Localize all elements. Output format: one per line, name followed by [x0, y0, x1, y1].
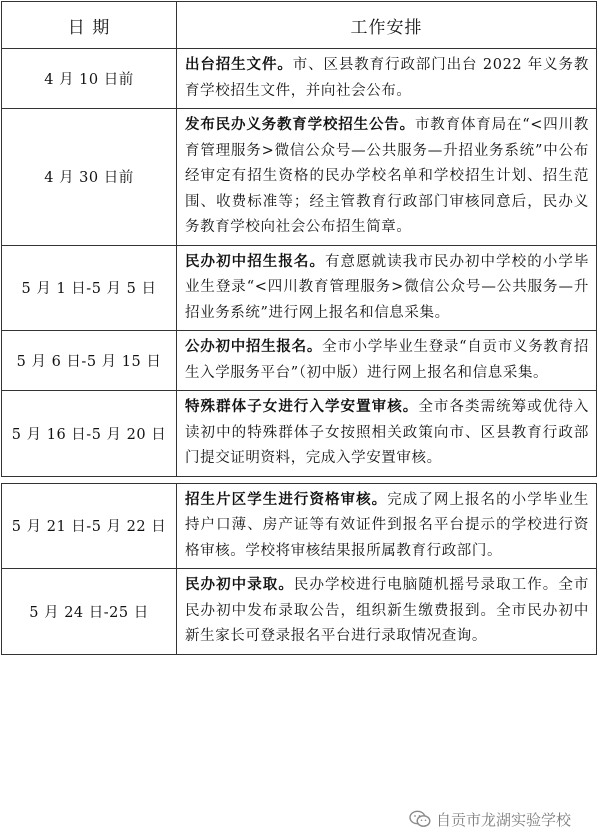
work-cell [177, 483, 597, 569]
table-row [2, 245, 597, 331]
row-body: 有意愿就读我市民办初中学校的小学毕业生登录“<四川教育管理服务>微信公众号—公共服务—升招业务系统”进行网上报名和信息采集。 [185, 253, 589, 321]
date-cell: 5 月 6 日-5 月 15 日 [2, 331, 177, 391]
wechat-watermark [405, 808, 575, 830]
table-row [2, 483, 597, 569]
watermark-text: 自贡市龙湖实验学校 [436, 810, 572, 829]
table-row [2, 109, 597, 246]
date-cell: 5 月 1 日-5 月 5 日 [2, 245, 177, 331]
wechat-logo-icon [409, 810, 431, 828]
date-column-header: 日 期 [2, 2, 177, 49]
row-heading: 民办初中录取。 [185, 577, 294, 593]
work-cell [177, 109, 597, 246]
row-body: 民办学校进行电脑随机摇号录取工作。全市民办初中发布录取公告，组织新生缴费报到。全市民办初中新生家长可登录报名平台进行录取情况查询。 [185, 577, 589, 644]
work-cell [177, 245, 597, 331]
date-cell: 4 月 30 日前 [2, 109, 177, 246]
table-row [2, 569, 597, 655]
row-heading: 出台招生文件。 [185, 57, 293, 73]
date-cell: 5 月 16 日-5 月 20 日 [2, 391, 177, 477]
schedule-table [1, 1, 597, 655]
page-break-gap [2, 476, 597, 483]
row-body: 全市各类需统筹或优待入读初中的特殊群体子女按照相关政策向市、区县教育行政部门提交证明资料，完成入学安置审核。 [185, 399, 589, 466]
work-cell [177, 49, 597, 109]
gap-cell [2, 476, 597, 483]
work-cell [177, 391, 597, 477]
date-cell: 5 月 21 日-5 月 22 日 [2, 483, 177, 569]
date-cell: 5 月 24 日-25 日 [2, 569, 177, 655]
row-heading: 公办初中招生报名。 [185, 339, 323, 355]
table-row [2, 49, 597, 109]
table-row [2, 391, 597, 477]
row-heading: 招生片区学生进行资格审核。 [185, 491, 388, 508]
row-body: 完成了网上报名的小学毕业生持户口薄、房产证等有效证件到报名平台提示的学校进行资格审核。学校将审核结果报所属教育行政部门。 [185, 491, 589, 559]
table-row [2, 331, 597, 391]
work-cell [177, 569, 597, 655]
row-heading: 发布民办义务教育学校招生公告。 [185, 117, 415, 133]
work-cell [177, 331, 597, 391]
row-heading: 民办初中招生报名。 [185, 253, 325, 270]
date-cell: 4 月 10 日前 [2, 49, 177, 109]
row-heading: 特殊群体子女进行入学安置审核。 [185, 399, 419, 415]
row-body: 市教育体育局在“<四川教育管理服务>微信公众号—公共服务—升招业务系统”中公布经审定有招生资格的民办学校名单和学校招生计划、招生范围、收费标准等；经主管教育行政部门审核同意后，民办义务教育学校向社会公布招生简章。 [185, 117, 590, 235]
work-column-header: 工作安排 [177, 2, 597, 49]
header-row [2, 2, 597, 49]
row-body: 市、区县教育行政部门出台 2022 年义务教育学校招生文件，并向社会公布。 [185, 57, 589, 99]
row-body: 全市小学毕业生登录“自贡市义务教育招生入学服务平台”（初中版）进行网上报名和信息采集。 [185, 339, 589, 381]
